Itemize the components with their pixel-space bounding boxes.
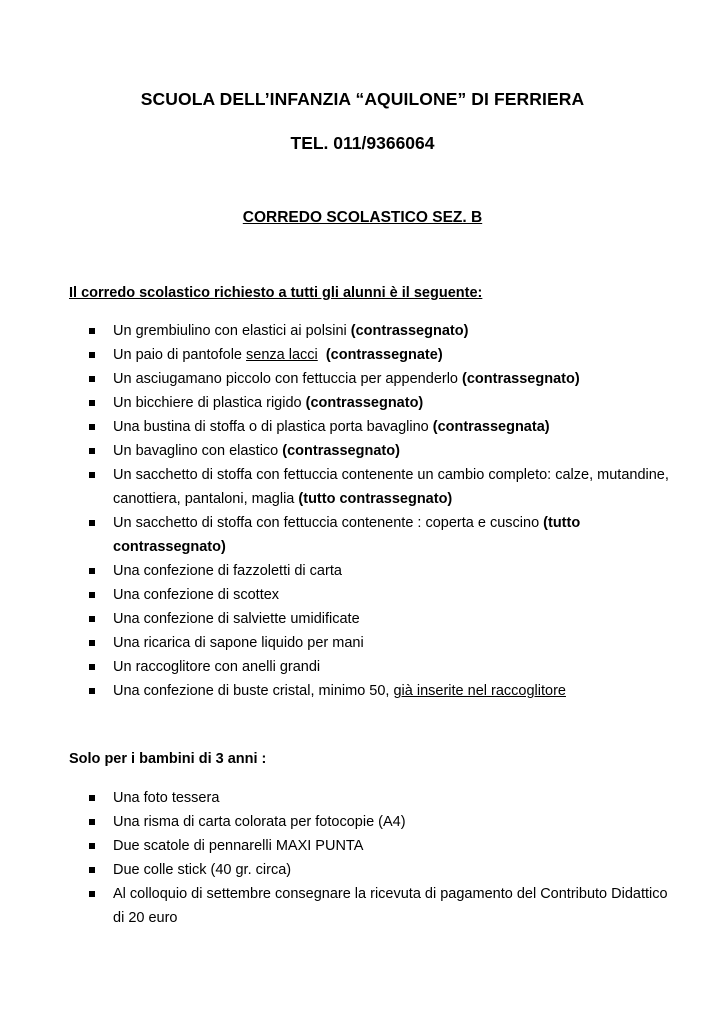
list-item: Una confezione di salviette umidificate <box>89 607 669 631</box>
school-title: SCUOLA DELL’INFANZIA “AQUILONE” DI FERRIERA <box>140 89 585 109</box>
bullet-icon <box>89 400 95 406</box>
bullet-icon <box>89 448 95 454</box>
list-item: Un sacchetto di stoffa con fettuccia contenente : coperta e cuscino (tutto contrassegnato) <box>89 511 669 559</box>
bullet-icon <box>89 688 95 694</box>
list-item: Un paio di pantofole senza lacci (contrassegnate) <box>89 343 669 367</box>
section2-list <box>89 786 669 930</box>
list-item: Al colloquio di settembre consegnare la ricevuta di pagamento del Contributo Didattico di 20 euro <box>89 882 669 930</box>
intro-text: Il corredo scolastico richiesto a tutti gli alunni è il seguente: <box>69 285 483 301</box>
bullet-icon <box>89 568 95 574</box>
bullet-icon <box>89 819 95 825</box>
list-item: Una bustina di stoffa o di plastica porta bavaglino (contrassegnata) <box>89 415 669 439</box>
bullet-icon <box>89 472 95 478</box>
bullet-icon <box>89 867 95 873</box>
bullet-icon <box>89 640 95 646</box>
bullet-icon <box>89 352 95 358</box>
bullet-icon <box>89 664 95 670</box>
list-item: Due colle stick (40 gr. circa) <box>89 858 669 882</box>
list-item: Un raccoglitore con anelli grandi <box>89 655 669 679</box>
list-item: Un bavaglino con elastico (contrassegnato) <box>89 439 669 463</box>
list-item: Una confezione di buste cristal, minimo 50, già inserite nel raccoglitore <box>89 679 669 703</box>
corredo-list <box>89 319 669 703</box>
bullet-icon <box>89 328 95 334</box>
telephone-number: TEL. 011/9366064 <box>290 133 435 153</box>
list-item: Un grembiulino con elastici ai polsini (contrassegnato) <box>89 319 669 343</box>
list-item: Una confezione di fazzoletti di carta <box>89 559 669 583</box>
list-item: Un sacchetto di stoffa con fettuccia contenente un cambio completo: calze, mutandine, canottiera, pantaloni, maglia (tutto contrassegnato) <box>89 463 669 511</box>
list-item: Un asciugamano piccolo con fettuccia per appenderlo (contrassegnato) <box>89 367 669 391</box>
bullet-icon <box>89 376 95 382</box>
list-item: Una confezione di scottex <box>89 583 669 607</box>
bullet-icon <box>89 592 95 598</box>
bullet-icon <box>89 795 95 801</box>
bullet-icon <box>89 891 95 897</box>
section2-title: Solo per i bambini di 3 anni : <box>69 751 267 767</box>
bullet-icon <box>89 520 95 526</box>
bullet-icon <box>89 616 95 622</box>
bullet-icon <box>89 424 95 430</box>
list-item: Una ricarica di sapone liquido per mani <box>89 631 669 655</box>
list-item: Una risma di carta colorata per fotocopie (A4) <box>89 810 669 834</box>
section-title: CORREDO SCOLASTICO SEZ. B <box>242 209 483 226</box>
bullet-icon <box>89 843 95 849</box>
list-item: Un bicchiere di plastica rigido (contrassegnato) <box>89 391 669 415</box>
list-item: Una foto tessera <box>89 786 669 810</box>
list-item: Due scatole di pennarelli MAXI PUNTA <box>89 834 669 858</box>
